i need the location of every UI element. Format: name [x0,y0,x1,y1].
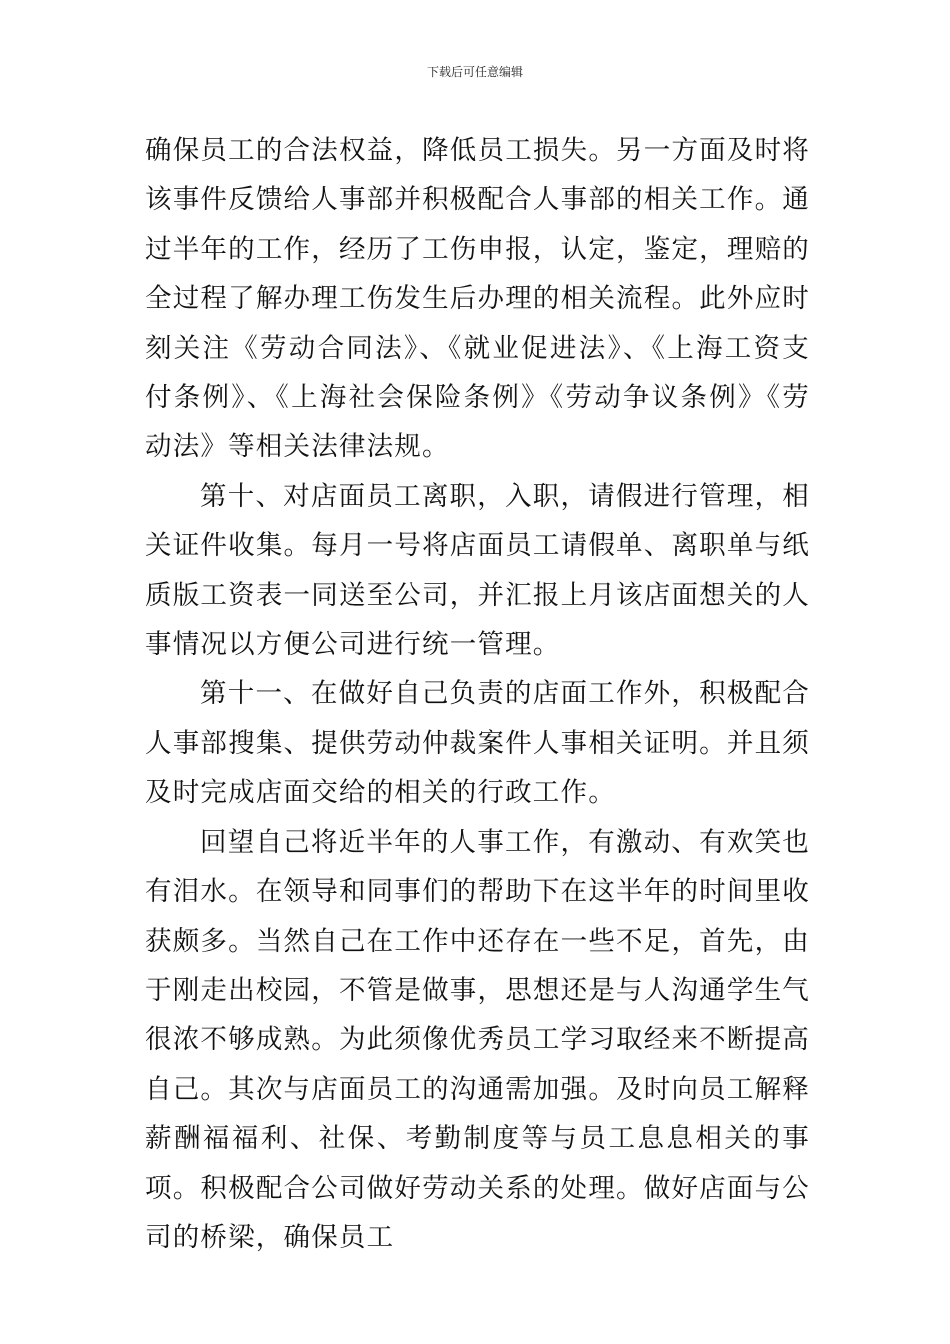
paragraph-review: 回望自己将近半年的人事工作，有激动、有欢笑也有泪水。在领导和同事们的帮助下在这半年的时间里收获颇多。当然自己在工作中还存在一些不足，首先，由于刚走出校园，不管是做事，思想还是与人沟通学生气很浓不够成熟。为此须像优秀员工学习取经来不断提高自己。其次与店面员工的沟通需加强。及时向员工解释薪酬福福利、社保、考勤制度等与员工息息相关的事项。积极配合公司做好劳动关系的处理。做好店面与公司的桥梁，确保员工 [145,826,810,1253]
document-body [145,126,810,1262]
paragraph-continued: 确保员工的合法权益，降低员工损失。另一方面及时将该事件反馈给人事部并积极配合人事部的相关工作。通过半年的工作，经历了工伤申报，认定，鉴定，理赔的全过程了解办理工伤发生后办理的相关流程。此外应时刻关注《劳动合同法》、《就业促进法》、《上海工资支付条例》、《上海社会保险条例》《劳动争议条例》《劳动法》等相关法律法规。 [145,135,810,463]
page-header: 下载后可任意编辑 [426,65,523,79]
paragraph-item-ten: 第十、对店面员工离职，入职，请假进行管理，相关证件收集。每月一号将店面员工请假单、离职单与纸质版工资表一同送至公司，并汇报上月该店面想关的人事情况以方便公司进行统一管理。 [145,480,810,661]
paragraph-item-eleven: 第十一、在做好自己负责的店面工作外，积极配合人事部搜集、提供劳动仲裁案件人事相关证明。并且须及时完成店面交给的相关的行政工作。 [145,678,810,809]
